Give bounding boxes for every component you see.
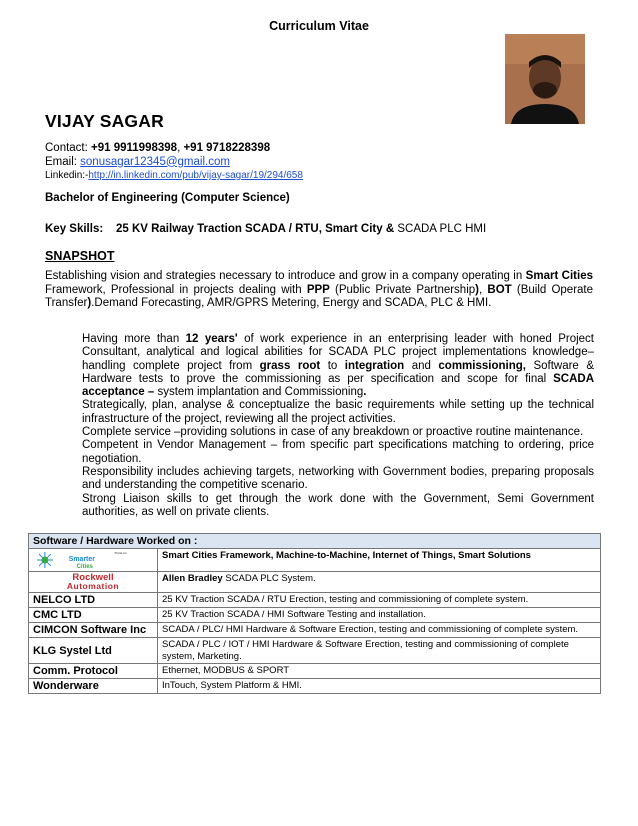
bullet-bold: 12 years' xyxy=(185,333,238,345)
bullet-bold: commissioning, xyxy=(438,359,526,372)
bullet-bold: SCADA acceptance – xyxy=(82,372,594,399)
table-row xyxy=(29,638,600,664)
experience-bullets xyxy=(62,333,594,519)
row-description: InTouch, System Platform & HMI. xyxy=(162,680,302,691)
table-header: Software / Hardware Worked on : xyxy=(29,534,600,549)
snapshot-paragraph xyxy=(45,270,593,311)
candidate-name: VIJAY SAGAR xyxy=(45,111,164,131)
email-link[interactable]: sonusagar12345@gmail.com xyxy=(80,155,230,168)
list-item xyxy=(62,439,594,466)
linkedin-link[interactable]: http://in.linkedin.com/pub/vijay-sagar/19/294/658 xyxy=(88,170,303,181)
profile-photo xyxy=(505,34,585,124)
phone-primary: +91 9911998398 xyxy=(91,142,178,154)
smarter-logo-small: Think an xyxy=(114,551,127,556)
snapshot-bold: ) xyxy=(475,283,480,296)
bullet-text: Competent in Vendor Management – from specific part specifications matching to ordering, price negotiation. xyxy=(82,439,594,465)
list-item xyxy=(62,493,594,520)
row-name: NELCO LTD xyxy=(29,593,158,607)
row-description-bold: Allen Bradley xyxy=(162,573,223,584)
snapshot-text: (Build Operate Transfer xyxy=(45,283,594,309)
row-name: Comm. Protocol xyxy=(29,664,158,678)
snapshot-text: .Demand Forecasting, AMR/GPRS Metering, Energy and SCADA, PLC & HMI. xyxy=(91,297,492,309)
phone-separator: , xyxy=(177,142,184,154)
table-row xyxy=(29,623,600,638)
snapshot-text: , xyxy=(479,283,488,296)
list-item xyxy=(62,333,594,399)
row-description: SCADA / PLC / IOT / HMI Hardware & Software Erection, testing and commissioning of complete system, Marketing. xyxy=(162,639,569,662)
table-row xyxy=(29,549,600,572)
list-item xyxy=(62,426,594,439)
bullet-text: Complete service –providing solutions in case of any breakdown or proactive routine maintenance. xyxy=(82,426,584,439)
row-description: 25 KV Traction SCADA / HMI Software Testing and installation. xyxy=(162,609,426,620)
smarter-logo-line1: Smarter xyxy=(68,555,95,563)
snapshot-bold: BOT xyxy=(487,283,512,296)
contact-phone-row xyxy=(45,142,303,156)
phone-secondary: +91 9718228398 xyxy=(183,142,271,154)
contact-linkedin-row xyxy=(45,169,303,183)
snapshot-text: (Public Private Partnership xyxy=(329,283,476,296)
row-description xyxy=(158,572,600,592)
snapshot-heading: SNAPSHOT xyxy=(45,249,115,263)
rockwell-logo xyxy=(29,572,158,592)
table-row xyxy=(29,679,600,693)
snapshot-bold: ) xyxy=(87,297,92,309)
snapshot-bold: Smart Cities xyxy=(525,270,594,282)
bullet-bold: . xyxy=(363,386,367,399)
bullet-text: to xyxy=(320,359,345,372)
list-item xyxy=(62,466,594,493)
rockwell-logo-line2: Automation xyxy=(66,581,120,591)
bullet-text: and xyxy=(404,359,439,372)
linkedin-label: Linkedin:- xyxy=(45,170,89,181)
bullet-text: of work experience in an enterprising leader with honed Project Consultant, analytical and logical abilities for SCADA PLC project implementations knowledge– handling complete project from xyxy=(82,333,594,372)
row-description: SCADA / PLC/ HMI Hardware & Software Erection, testing and commissioning of complete system. xyxy=(162,624,579,635)
row-description: 25 KV Traction SCADA / RTU Erection, testing and commissioning of complete system. xyxy=(162,594,529,605)
bullet-bold: grass root xyxy=(259,359,321,372)
table-row xyxy=(29,664,600,679)
degree-title: Bachelor of Engineering (Computer Science) xyxy=(45,192,290,204)
key-skills-rest: SCADA PLC HMI xyxy=(394,223,487,235)
bullet-text: Software & Hardware tests to prove the commissioning as per specification and scope for final xyxy=(82,359,594,385)
table-row xyxy=(29,608,600,623)
contact-email-row xyxy=(45,156,303,170)
snapshot-text: Framework, Professional in projects dealing with xyxy=(45,283,307,296)
bullet-text: Strong Liaison skills to get through the work done with the Government, Semi Government authorities, as well on private clients. xyxy=(82,492,594,518)
row-name: KLG Systel Ltd xyxy=(29,638,158,663)
smarter-logo-line2: Cities xyxy=(76,563,93,570)
row-name: CIMCON Software Inc xyxy=(29,623,158,637)
row-name: Wonderware xyxy=(29,679,158,693)
email-label: Email: xyxy=(45,155,81,168)
bullet-text: system implantation and Commissioning xyxy=(154,386,364,399)
list-item xyxy=(62,399,594,426)
key-skills xyxy=(45,223,486,235)
snapshot-text: Establishing vision and strategies necessary to introduce and grow in a company operating in xyxy=(45,270,526,282)
bullet-text: Having more than xyxy=(82,333,186,345)
bullet-text: Strategically, plan, analyse & conceptualize the basic requirements while setting up the technical infrastructure of the project, reviewing all the project activities. xyxy=(82,399,594,425)
smarter-cities-icon xyxy=(33,550,153,570)
contact-block xyxy=(45,142,303,183)
document-title: Curriculum Vitae xyxy=(269,19,369,33)
snapshot-bold: PPP xyxy=(306,283,330,296)
bullet-text: Responsibility includes achieving targets, networking with Government bodies, preparing proposals and understanding the competitive scenario. xyxy=(82,465,594,492)
bullet-bold: integration xyxy=(344,359,405,372)
row-description: Smart Cities Framework, Machine-to-Machine, Internet of Things, Smart Solutions xyxy=(162,550,531,561)
row-description-rest: SCADA PLC System. xyxy=(222,573,316,584)
key-skills-label: Key Skills: xyxy=(45,223,104,235)
table-row xyxy=(29,593,600,608)
row-name: CMC LTD xyxy=(29,608,158,622)
software-hardware-table xyxy=(28,533,601,694)
row-description: Ethernet, MODBUS & SPORT xyxy=(162,665,290,676)
key-skills-bold: 25 KV Railway Traction SCADA / RTU, Smart City & xyxy=(115,223,395,235)
table-row xyxy=(29,572,600,593)
smarter-cities-logo xyxy=(29,549,158,571)
rockwell-logo-line1: Rockwell xyxy=(72,572,114,583)
contact-label: Contact: xyxy=(45,142,92,154)
